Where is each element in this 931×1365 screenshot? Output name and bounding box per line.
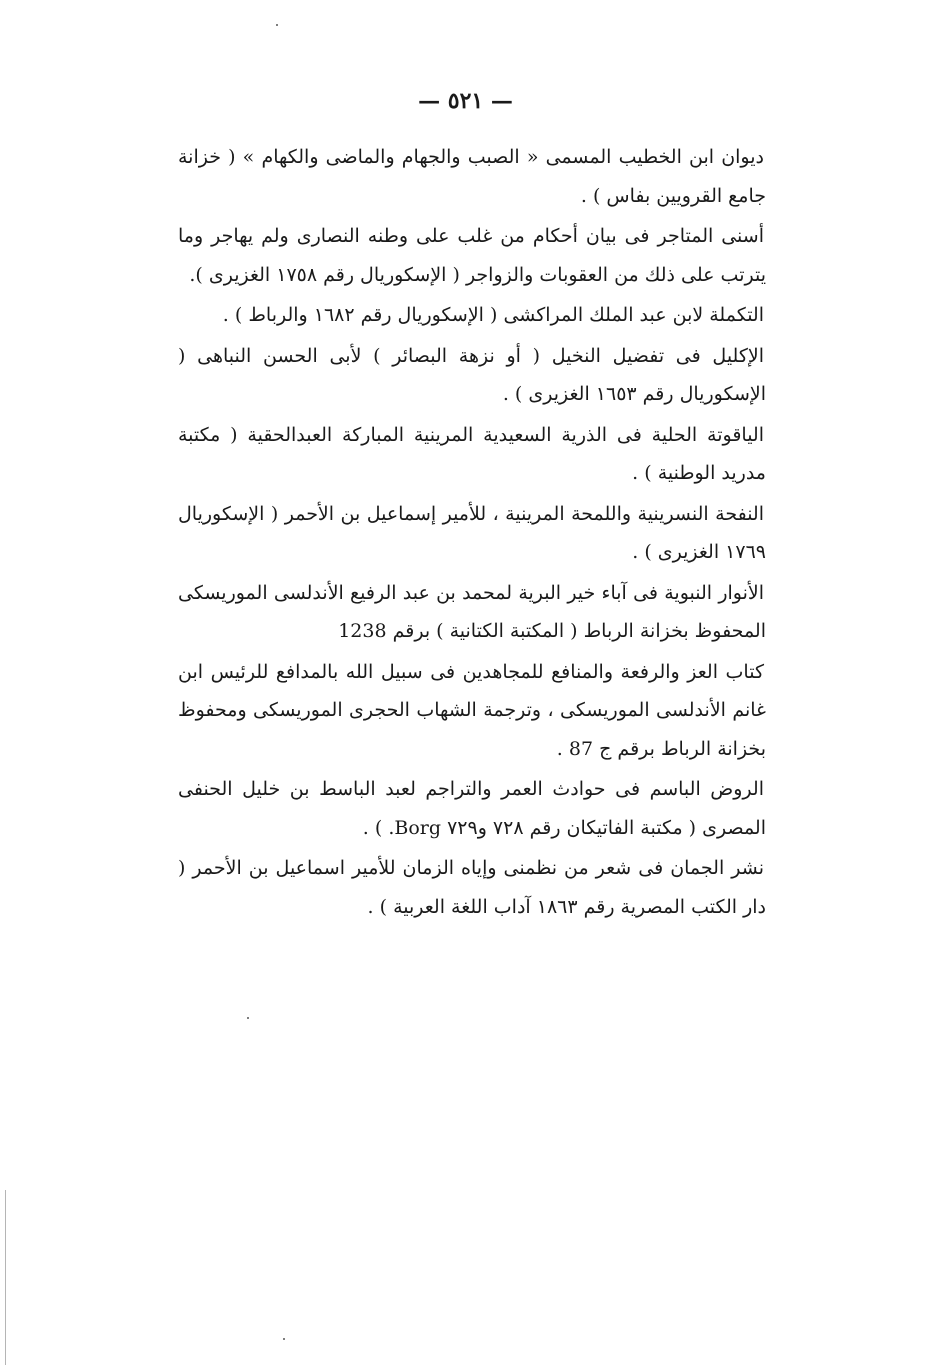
bibliography-list [178,138,766,926]
scan-speck [247,1017,249,1019]
bibliography-entry: الياقوتة الحلية فى الذرية السعيدية المرينية المباركة العبدالحقية ( مكتبة مدريد الوطنية ) . [178,423,766,484]
bibliography-entry: التكملة لابن عبد الملك المراكشى ( الإسكوريال رقم ١٦٨٢ والرباط ) . [222,304,764,326]
bibliography-entry: الإكليل فى تفضيل النخيل ( أو نزهة البصائر ) لأبى الحسن النباهى ( الإسكوريال رقم ١٦٥٣ الغزيرى ) . [178,344,766,405]
bibliography-entry: ديوان ابن الخطيب المسمى « الصبب والجهام والماضى والكهام » ( خزانة جامع القرويين بفاس ) . [178,146,766,207]
bibliography-entry: نشر الجمان فى شعر من نظمنى وإياه الزمان للأمير اسماعيل بن الأحمر ( دار الكتب المصرية رقم ١٨٦٣ آداب اللغة العربية ) . [178,857,766,918]
bibliography-entry: الروض الباسم فى حوادث العمر والتراجم لعبد الباسط بن خليل الحنفى المصرى ( مكتبة الفاتيكان رقم ٧٢٨ و٧٢٩ Borg. ) . [178,778,766,839]
bibliography-entry: كتاب العز والرفعة والمنافع للمجاهدين فى سبيل الله بالمدافع للرئيس ابن غانم الأندلسى الموريسكى ، وترجمة الشهاب الحجرى الموريسكى ومحفوظ بخزانة الرباط برقم ج 87 . [178,660,766,760]
bibliography-entry: أسنى المتاجر فى بيان أحكام من غلب على وطنه النصارى ولم يهاجر وما يترتب على ذلك من العقوبات والزواجر ( الإسكوريال رقم ١٧٥٨ الغزيرى ). [178,225,766,286]
bibliography-entry: الأنوار النبوية فى آباء خير البرية لمحمد بن عبد الرفيع الأندلسى الموريسكى المحفوظ بخزانة الرباط ( المكتبة الكتانية ) برقم 1238 [178,581,766,642]
bibliography-entry: النفحة النسرينية واللمحة المرينية ، للأمير إسماعيل بن الأحمر ( الإسكوريال ١٧٦٩ الغزيرى ) . [178,502,766,563]
scan-speck [276,24,278,26]
scan-margin-line [5,1190,6,1365]
scan-speck [283,1338,285,1340]
page-number: — ٥٢١ — [418,88,513,114]
